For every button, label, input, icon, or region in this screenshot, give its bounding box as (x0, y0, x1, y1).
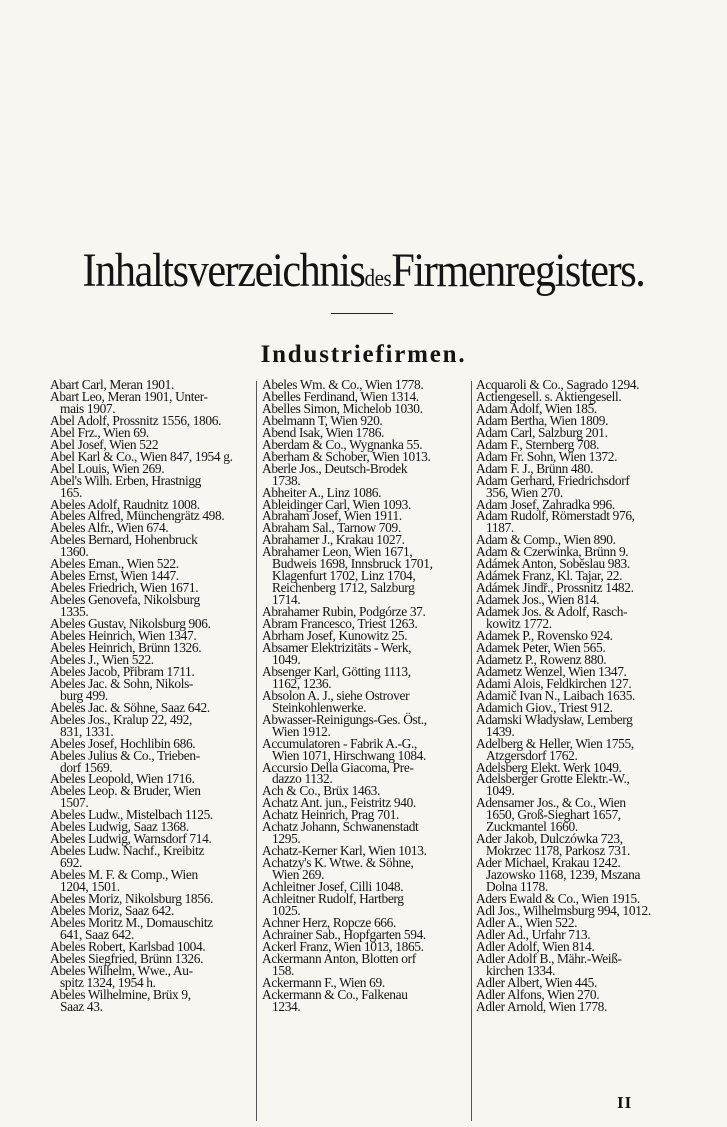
entry-continuation: Saaz 43. (60, 998, 103, 1014)
entry-line: Adam Josef, Zahradka 996. (476, 496, 615, 512)
entry-continuation: 831, 1331. (60, 723, 114, 739)
entry-line: Adam Rudolf, Römerstadt 976, (476, 508, 635, 524)
register-entry (476, 472, 680, 500)
entry-line: Abeles J., Wien 522. (50, 651, 154, 667)
entry-continuation: 641, Saaz 642. (60, 926, 134, 942)
entry-line: Adametz P., Rowenz 880. (476, 651, 607, 667)
title-part-2: des (364, 266, 392, 292)
register-entry (476, 950, 680, 978)
entry-continuation: 1049. (486, 783, 515, 799)
register-entry (262, 950, 470, 978)
entry-continuation: 1507. (60, 795, 89, 811)
title-part-3: Firmenregisters. (391, 244, 645, 297)
entry-line: Abeles Leop. & Bruder, Wien (50, 783, 201, 799)
register-entry (476, 833, 680, 857)
entry-line: Adamski Władysław, Lemberg (476, 711, 633, 727)
entry-line: Adler Arnold, Wien 1778. (476, 998, 608, 1014)
entry-line: Abeles Eman., Wien 522. (50, 556, 179, 572)
entry-line: Abeles Moriz, Nikolsburg 1856. (50, 890, 213, 906)
page-title (44, 244, 684, 306)
register-entry (476, 998, 680, 1014)
entry-line: Adámek Anton, Soběslau 983. (476, 556, 630, 572)
entry-line: Ackermann F., Wien 69. (262, 974, 385, 990)
entry-line: Aberdam & Co., Wygnanka 55. (262, 436, 423, 452)
entry-line: Adler Adolf B., Mähr.-Weiß- (476, 950, 622, 966)
entry-continuation: Dolna 1178. (486, 879, 548, 895)
page-number: II (617, 1093, 633, 1112)
entry-line: Abeles Heinrich, Wien 1347. (50, 628, 197, 644)
entry-continuation: Wien 1912. (272, 723, 331, 739)
register-entry (476, 510, 680, 534)
entry-continuation: 165. (60, 484, 83, 500)
register-entry (476, 857, 680, 893)
entry-continuation: 692. (60, 855, 83, 871)
register-entry (50, 785, 252, 809)
entry-line: Abel's Wilh. Erben, Hrastnigg (50, 472, 202, 488)
entry-line: Abeles Robert, Karlsbad 1004. (50, 938, 206, 954)
entry-line: Adamek P., Rovensko 924. (476, 628, 613, 644)
entry-continuation: 1295. (272, 831, 301, 847)
entry-line: Abheiter A., Linz 1086. (262, 484, 382, 500)
entry-line: Abelles Simon, Michelob 1030. (262, 400, 423, 416)
register-entry (262, 639, 470, 667)
title-rule (331, 313, 393, 314)
entry-continuation: Wien 269. (272, 867, 325, 883)
entry-line: Adam Carl, Salzburg 201. (476, 424, 608, 440)
entry-line: Abeles Adolf, Raudnitz 1008. (50, 496, 200, 512)
entry-continuation: 1360. (60, 544, 89, 560)
entry-line: Absenger Karl, Götting 1113, (262, 663, 411, 679)
register-entry (50, 675, 252, 703)
entry-continuation: Mokrzec 1178, Parkosz 731. (486, 843, 630, 859)
register-entry (476, 711, 680, 739)
entry-line: Adam Bertha, Wien 1809. (476, 412, 609, 428)
entry-line: Ader Jakob, Dulczówka 723, (476, 831, 623, 847)
entry-continuation: Reichenberg 1712, Salzburg (272, 580, 415, 596)
entry-line: Abel Adolf, Prossnitz 1556, 1806. (50, 412, 222, 428)
entry-line: Abeles Siegfried, Brünn 1326. (50, 950, 204, 966)
register-entry (262, 687, 470, 715)
entry-continuation: Wien 1071, Hirschwang 1084. (272, 747, 427, 763)
entry-line: Abeles Josef, Hochlibin 686. (50, 735, 196, 751)
entry-line: Abeles Julius & Co., Trieben- (50, 747, 200, 763)
entry-line: Abeles Ludwig, Saaz 1368. (50, 819, 189, 835)
entry-line: Ackermann & Co., Falkenau (262, 986, 408, 1002)
register-entry (476, 773, 680, 797)
entry-line: Adler A., Wien 522. (476, 914, 578, 930)
entry-line: Abart Leo, Meran 1901, Unter- (50, 388, 208, 404)
entry-line: Adami Alois, Feldkirchen 127. (476, 675, 632, 691)
title-part-1: Inhaltsverzeichnis (82, 244, 365, 297)
entry-line: Abraham Sal., Tarnow 709. (262, 520, 401, 536)
entry-line: Ach & Co., Brüx 1463. (262, 783, 380, 799)
entry-continuation: dorf 1569. (60, 759, 113, 775)
entry-line: Adler Alfons, Wien 270. (476, 986, 600, 1002)
register-entry (50, 472, 252, 500)
register-entry (50, 962, 252, 990)
entry-line: Abeles Alfred, Münchengrätz 498. (50, 508, 225, 524)
entry-line: Adler Adolf, Wien 814. (476, 938, 595, 954)
register-entry (50, 914, 252, 942)
index-column-2 (262, 379, 470, 1013)
entry-line: Abeles Leopold, Wien 1716. (50, 771, 195, 787)
entry-line: Abrahamer J., Krakau 1027. (262, 532, 405, 548)
entry-line: Achrainer Sab., Hopfgarten 594. (262, 926, 426, 942)
entry-line: Abeles Jac. & Sohn, Nikols- (50, 675, 194, 691)
entry-line: Abelmann T, Wien 920. (262, 412, 383, 428)
entry-line: Adam Fr. Sohn, Wien 1372. (476, 448, 618, 464)
entry-line: Achleitner Josef, Cilli 1048. (262, 879, 404, 895)
entry-line: Adamich Giov., Triest 912. (476, 699, 613, 715)
register-entry (476, 606, 680, 630)
entry-line: Abeles Ludw., Mistelbach 1125. (50, 807, 213, 823)
entry-line: Abeles Gustav, Nikolsburg 906. (50, 616, 211, 632)
register-entry (50, 845, 252, 869)
entry-continuation: 158. (272, 962, 295, 978)
entry-continuation: Budweis 1698, Innsbruck 1701, (272, 556, 433, 572)
entry-line: Abrahamer Rubin, Podgórze 37. (262, 604, 426, 620)
entry-line: Adam & Czerwinka, Brünn 9. (476, 544, 629, 560)
entry-line: Achatz Heinrich, Prag 701. (262, 807, 400, 823)
register-entry (262, 663, 470, 691)
entry-line: Abrham Josef, Kunowitz 25. (262, 628, 408, 644)
entry-line: Achatz-Kerner Karl, Wien 1013. (262, 843, 427, 859)
entry-continuation: Klagenfurt 1702, Linz 1704, (272, 568, 416, 584)
entry-continuation: 1187. (486, 520, 514, 536)
entry-line: Actiengesell. s. Aktiengesell. (476, 388, 622, 404)
entry-line: Adl Jos., Wilhelmsburg 994, 1012. (476, 902, 651, 918)
register-entry (262, 821, 470, 845)
entry-line: Adelsberg Elekt. Werk 1049. (476, 759, 622, 775)
register-entry (50, 534, 252, 558)
entry-line: Abeles Moriz, Saaz 642. (50, 902, 174, 918)
entry-continuation: 1049. (272, 651, 301, 667)
entry-line: Ableidinger Carl, Wien 1093. (262, 496, 411, 512)
entry-continuation: Zuckmantel 1660. (486, 819, 578, 835)
index-column-3 (476, 379, 680, 1013)
entry-line: Adler Albert, Wien 445. (476, 974, 597, 990)
register-entry (50, 594, 252, 618)
entry-line: Achner Herz, Ropcze 666. (262, 914, 396, 930)
entry-continuation: kowitz 1772. (486, 616, 552, 632)
entry-line: Abelles Ferdinand, Wien 1314. (262, 388, 419, 404)
register-entry (262, 759, 470, 787)
register-entry (262, 857, 470, 881)
entry-continuation: Steinkohlenwerke. (272, 699, 367, 715)
register-entry (262, 890, 470, 918)
register-entry (262, 460, 470, 488)
entry-line: Adámek Franz, Kl. Tajar, 22. (476, 568, 623, 584)
entry-line: Adler Ad., Urfahr 713. (476, 926, 591, 942)
register-entry (50, 711, 252, 739)
entry-line: Abend Isak, Wien 1786. (262, 424, 385, 440)
entry-line: Abart Carl, Meran 1901. (50, 377, 174, 392)
entry-continuation: kirchen 1334. (486, 962, 556, 978)
entry-line: Abeles Alfr., Wien 674. (50, 520, 169, 536)
register-entry (262, 546, 470, 606)
entry-line: Adamek Jos., Wien 814. (476, 592, 600, 608)
entry-line: Abeles Ludw. Nachf., Kreibitz (50, 843, 205, 859)
entry-line: Aberle Jos., Deutsch-Brodek (262, 460, 408, 476)
register-entry (476, 735, 680, 763)
entry-continuation: 1335. (60, 604, 89, 620)
column-divider (256, 381, 257, 1121)
entry-line: Aberham & Schober, Wien 1013. (262, 448, 431, 464)
entry-line: Abwasser-Reinigungs-Ges. Öst., (262, 711, 427, 727)
entry-continuation: burg 499. (60, 687, 108, 703)
entry-line: Abeles Friedrich, Wien 1671. (50, 580, 199, 596)
entry-line: Achatz Ant. jun., Feistritz 940. (262, 795, 416, 811)
entry-line: Adam F., Sternberg 708. (476, 436, 600, 452)
entry-line: Accursio Della Giacoma, Pre- (262, 759, 414, 775)
entry-line: Abrahamer Leon, Wien 1671, (262, 544, 413, 560)
entry-continuation: 1650, Groß-Sieghart 1657, (486, 807, 621, 823)
entry-line: Abeles Jac. & Söhne, Saaz 642. (50, 699, 210, 715)
index-column-1 (50, 379, 252, 1013)
entry-continuation: 1025. (272, 902, 301, 918)
register-entry (50, 747, 252, 775)
entry-line: Adelsberger Grotte Elektr.-W., (476, 771, 630, 787)
entry-line: Abeles Wm. & Co., Wien 1778. (262, 377, 424, 392)
entry-line: Adámek Jindř., Prossnitz 1482. (476, 580, 634, 596)
entry-line: Abraham Josef, Wien 1911. (262, 508, 402, 524)
entry-line: Abeles M. F. & Comp., Wien (50, 867, 198, 883)
entry-line: Abel Josef, Wien 522 (50, 436, 159, 452)
entry-line: Abel Karl & Co., Wien 847, 1954 g. (50, 448, 233, 464)
column-divider (471, 381, 472, 1121)
entry-line: Abram Francesco, Triest 1263. (262, 616, 418, 632)
register-entry (476, 797, 680, 833)
register-entry (50, 388, 252, 416)
entry-line: Abeles Moritz M., Domauschitz (50, 914, 213, 930)
entry-line: Ackermann Anton, Blotten orf (262, 950, 416, 966)
entry-line: Abeles Genovefa, Nikolsburg (50, 592, 200, 608)
entry-line: Absolon A. J., siehe Ostrover (262, 687, 410, 703)
entry-continuation: 1439. (486, 723, 515, 739)
entry-line: Abel Frz., Wien 69. (50, 424, 149, 440)
entry-line: Accumulatoren - Fabrik A.-G., (262, 735, 417, 751)
entry-line: Abeles Wilhelmine, Brüx 9, (50, 986, 191, 1002)
entry-line: Adametz Wenzel, Wien 1347. (476, 663, 627, 679)
entry-line: Ackerl Franz, Wien 1013, 1865. (262, 938, 424, 954)
section-heading: Industriefirmen. (260, 341, 467, 368)
register-entry (262, 986, 470, 1014)
register-entry (262, 735, 470, 763)
entry-line: Achatz Johann, Schwanenstadt (262, 819, 419, 835)
entry-continuation: mais 1907. (60, 400, 116, 416)
entry-line: Abeles Bernard, Hohenbruck (50, 532, 198, 548)
entry-continuation: spitz 1324, 1954 h. (60, 974, 156, 990)
entry-continuation: 1162, 1236. (272, 675, 332, 691)
entry-continuation: Atzgersdorf 1762. (486, 747, 578, 763)
entry-line: Acquaroli & Co., Sagrado 1294. (476, 377, 640, 392)
entry-line: Abeles Jacob, Přibram 1711. (50, 663, 195, 679)
entry-line: Aders Ewald & Co., Wien 1915. (476, 890, 640, 906)
entry-line: Adam Adolf, Wien 185. (476, 400, 597, 416)
entry-line: Adam Gerhard, Friedrichsdorf (476, 472, 630, 488)
entry-continuation: dazzo 1132. (272, 771, 333, 787)
entry-line: Abeles Jos., Kralup 22, 492, (50, 711, 192, 727)
entry-line: Adamič Ivan N., Laibach 1635. (476, 687, 636, 703)
entry-line: Adensamer Jos., & Co., Wien (476, 795, 626, 811)
entry-line: Absamer Elektrizitäts - Werk, (262, 639, 412, 655)
entry-line: Abeles Wilhelm, Wwe., Au- (50, 962, 193, 978)
entry-line: Adamek Jos. & Adolf, Rasch- (476, 604, 628, 620)
entry-line: Achleitner Rudolf, Hartberg (262, 890, 404, 906)
entry-line: Adam & Comp., Wien 890. (476, 532, 616, 548)
entry-line: Abeles Ernst, Wien 1447. (50, 568, 179, 584)
entry-line: Abeles Heinrich, Brünn 1326. (50, 639, 202, 655)
entry-line: Abeles Ludwig, Warnsdorf 714. (50, 831, 212, 847)
entry-line: Abel Louis, Wien 269. (50, 460, 165, 476)
entry-line: Adam F. J., Brünn 480. (476, 460, 593, 476)
register-entry (50, 869, 252, 893)
entry-continuation: 1204, 1501. (60, 879, 120, 895)
entry-continuation: 1738. (272, 472, 301, 488)
register-entry (50, 986, 252, 1014)
entry-line: Achatzy's K. Wtwe. & Söhne, (262, 855, 414, 871)
entry-line: Ader Michael, Krakau 1242. (476, 855, 621, 871)
register-entry (262, 711, 470, 739)
entry-continuation: 1714. (272, 592, 301, 608)
entry-line: Adelberg & Heller, Wien 1755, (476, 735, 634, 751)
entry-continuation: 1234. (272, 998, 301, 1014)
entry-line: Adamek Peter, Wien 565. (476, 639, 606, 655)
entry-continuation: 356, Wien 270. (486, 484, 563, 500)
entry-continuation: Jazowsko 1168, 1239, Mszana (486, 867, 641, 883)
